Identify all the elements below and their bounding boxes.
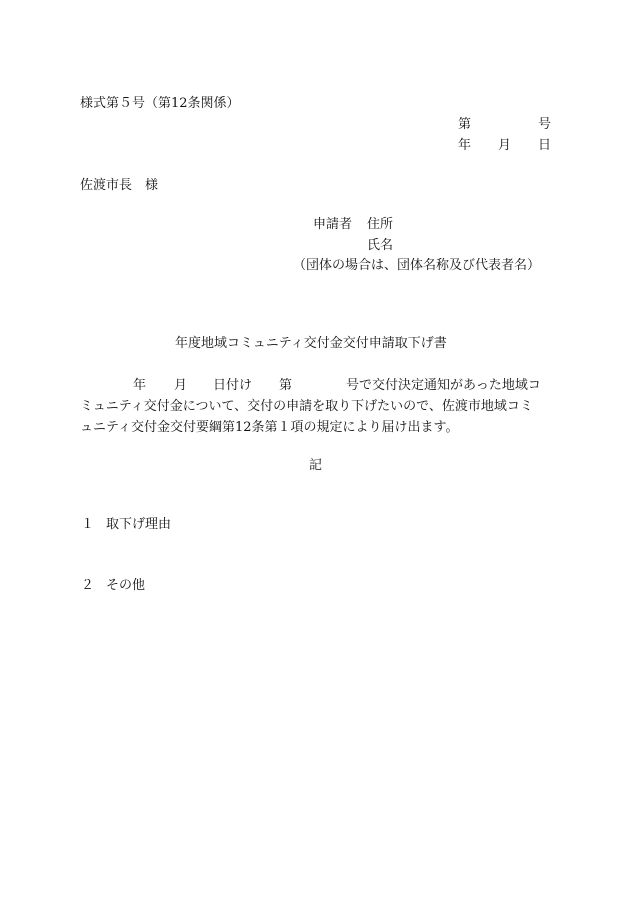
addressee: 佐渡市長 様 [80,178,159,193]
form-label: 様式第５号（第12条関係） [80,96,240,111]
item-number-2: ２ [81,578,95,593]
applicant-address-label: 住所 [367,217,394,232]
body-line-3-text: ュニティ交付金交付要綱第12条第１項の規定により届け出ます。 [80,420,459,435]
item-number-1: １ [81,517,95,532]
document-number-prefix: 第 [458,117,472,132]
body-month-label: 月 [174,378,188,393]
record-mark: 記 [309,458,323,473]
document-title: 年度地域コミュニティ交付金交付申請取下げ書 [175,336,447,351]
document-date-line [458,139,550,155]
body-line-3 [80,417,548,438]
body-paragraph [80,375,548,438]
date-year-label: 年 [458,138,472,153]
item-label-other: その他 [106,578,146,593]
body-line-1 [80,375,548,396]
body-line-2-text: ミュニティ交付金について、交付の申請を取り下げたいので、佐渡市地域コミ [80,399,533,414]
applicant-name-label: 氏名 [367,238,394,253]
date-day-label: 日 [538,138,552,153]
applicant-label: 申請者 [313,217,353,232]
date-month-label: 月 [498,138,512,153]
body-line-2 [80,396,548,417]
body-dated-label: 日付け [213,378,253,393]
body-number-prefix: 第 [279,378,293,393]
body-line-1-tail: 号で交付決定通知があった地域コ [346,378,541,393]
item-label-withdrawal-reason: 取下げ理由 [106,517,172,532]
document-number-line [458,118,550,134]
body-year-label: 年 [133,378,147,393]
applicant-note: （団体の場合は、団体名称及び代表者名） [293,258,541,273]
document-number-suffix: 号 [538,117,552,132]
